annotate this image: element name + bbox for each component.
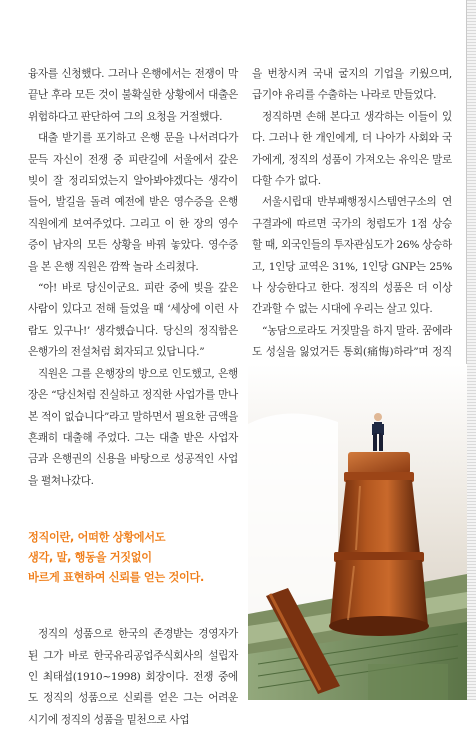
body-paragraph: 을 번창시켜 국내 굴지의 기업을 키웠으며, 급기야 유리를 수출하는 나라로 만들었다. — [252, 68, 452, 102]
pull-quote-line: 바르게 표현하여 신뢰를 얻는 것이다. — [28, 571, 204, 585]
body-paragraph: 정직하면 손해 본다고 생각하는 이들이 있다. 그러나 한 개인에게, 더 나아가 사회와 국가에게, 정직의 성품이 가져오는 유익은 말로 다할 수가 없다. — [252, 110, 452, 188]
pull-quote-line: 생각, 말, 행동을 거짓없이 — [28, 551, 152, 565]
closing-paragraph-text: “농담으로라도 거짓말을 하지 말라. 꿈에라도 성실을 잃었거든 통회(痛悔)하라”며 정직 — [252, 324, 452, 359]
page-edge — [466, 0, 476, 700]
pull-quote-line: 정직이란, 어떠한 상황에서도 — [28, 531, 166, 545]
body-paragraph: 융자를 신청했다. 그러나 은행에서는 전쟁이 막 끝난 후라 모든 것이 불확실한 상황에서 대출은 위험하다고 판단하여 그의 요청을 거절했다. — [28, 68, 238, 123]
body-paragraph: 정직의 성품으로 한국의 존경받는 경영자가 된 그가 바로 한국유리공업주식회사의 설립자인 최태섭(1910~1998) 회장이다. 전쟁 중에도 정직의 성품으로 신뢰를 얻은 그는 어려운 시기에 정직의 성품을 밑천으로 사업 — [28, 628, 238, 726]
body-paragraph: 직원은 그를 은행장의 방으로 인도했고, 은행장은 “당신처럼 진실하고 정직한 사업가를 만나 본 적이 없습니다”라고 말하면서 필요한 금액을 흔쾌히 대출해 주었다. 그는 대출 받은 사업자금과 은행권의 신용을 바탕으로 성공적인 사업을 펼쳐나갔다. — [28, 367, 238, 487]
body-paragraph: “아! 바로 당신이군요. 피란 중에 빚을 갚은 사람이 있다고 전해 들었을 때 ‘세상에 이런 사람도 있구나!’ 생각했습니다. 당신의 정직함은 은행가의 전설처럼 회자되고 있답니다.” — [28, 282, 238, 359]
left-column — [28, 64, 238, 731]
body-paragraph: 서울시립대 반부패행정시스템연구소의 연구결과에 따르면 국가의 청렴도가 1점 상승할 때, 외국인들의 투자관심도가 26% 상승하고, 1인당 교역은 31%, 1인당 GNP는 25%나 상승한다고 한다. 정직의 성품은 더 이상 간과할 수 없는 시대에 우리는 살고 있다. — [252, 196, 452, 316]
pull-quote — [28, 528, 238, 588]
body-paragraph: 대출 받기를 포기하고 은행 문을 나서려다가 문득 자신이 전쟁 중 피란길에 서울에서 갚은 빚이 잘 정리되었는지 알아봐야겠다는 생각이 들어, 발길을 돌려 예전에 받은 영수증을 은행 직원에게 보여주었다. 그리고 이 한 장의 영수증이 남자의 모든 상황을 바꿔 놓았다. 영수증을 본 은행 직원은 깜짝 놀라 소리쳤다. — [28, 132, 238, 273]
gavel-illustration — [248, 364, 467, 700]
gavel-photo — [248, 364, 467, 700]
